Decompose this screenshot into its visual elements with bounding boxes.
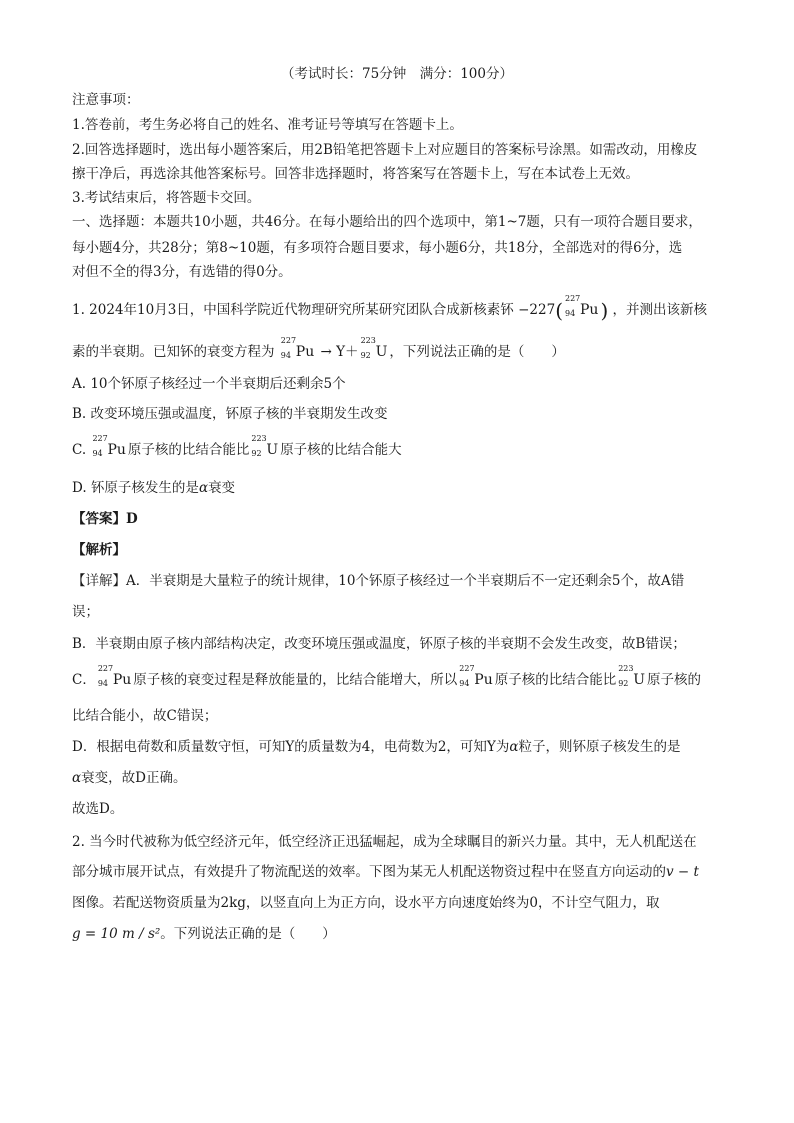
q1-pu227-label: −227 [518,302,556,318]
u-nuclide: 223 92 U [251,434,279,458]
q2-stem-line: 图像。若配送物资质量为2kg，以竖直向上为正方向，设水平方向速度始终为0，不计空气阻力，取 [72,895,660,911]
detail-text: D．根据电荷数和质量数守恒，可知Y的质量数为4，电荷数为2，可知Y为 [72,739,510,755]
detail-text: 粒子，则钚原子核发生的是 [518,739,681,755]
section-instruction: 一、选择题：本题共10小题，共46分。在每小题给出的四个选项中，第1~7题，只有一项符合题目要求， [72,214,702,230]
q2-text: 部分城市展开试点，有效提升了物流配送的效率。下图为某无人机配送物资过程中在竖直方向运动的 [72,864,666,880]
paren-open: ( [555,298,563,323]
detail-text: C． [72,672,96,688]
detail-line-c [72,664,702,690]
q1-option-a: A. 10个钚原子核经过一个半衰期后还剩余5个 [72,376,346,392]
q1-option-b: B. 改变环境压强或温度，钚原子核的半衰期发生改变 [72,406,388,422]
note-item: 擦干净后，再选涂其他答案标号。回答非选择题时，将答案写在答题卡上，写在本试卷上无效。 [72,166,639,182]
answer-label: 【答案】D [72,511,138,527]
q1-option-d [72,478,235,498]
alpha-symbol: α [72,770,82,786]
u-nuclide: 223 92 U [360,336,388,360]
g-formula: g = 10 m / s² [72,926,161,942]
note-item: 3.考试结束后，将答题卡交回。 [72,190,261,206]
alpha-symbol: α [198,480,209,496]
pu-nuclide: 227 94 Pu [459,664,493,688]
y-plus: Y＋ [336,344,359,360]
q1-stem-text-end: ，并测出该新核 [612,302,708,318]
detail-line: 比结合能小，故C错误； [72,708,218,724]
option-letter: C. [72,442,87,458]
pu-nuclide: 227 94 Pu [280,336,315,360]
q1-stem-text-end: ，下列说法正确的是（ ） [389,344,565,360]
paren-close: ) [600,298,609,323]
note-item: 1.答卷前，考生务必将自己的姓名、准考证号等填写在答题卡上。 [72,117,463,133]
option-text: D. 钚原子核发生的是 [72,480,199,496]
analysis-label: 【解析】 [72,542,126,558]
q2-stem-line [72,862,699,882]
vt-symbol: v − t [666,864,699,880]
pu-nuclide: 227 94 Pu [97,664,132,688]
detail-line: 【详解】A．半衰期是大量粒子的统计规律，10个钚原子核经过一个半衰期后不一定还剩余5个，故A错 [72,573,685,589]
q2-stem-line [72,924,336,944]
detail-line-d [72,737,680,757]
option-text: 原子核的比结合能比 [127,442,250,458]
section-instruction: 每小题4分，共28分；第8~10题，有多项符合题目要求，每小题6分，共18分，全部选对的得6分，选 [72,240,683,256]
detail-line [72,768,186,788]
q1-stem-line1 [72,294,708,323]
q1-stem-line2 [72,336,565,362]
q1-stem-text: 1. 2024年10月3日，中国科学院近代物理研究所某研究团队合成新核素钚 [72,302,514,318]
exam-info: （考试时长：75分钟 满分：100分） [281,66,513,82]
option-text: 原子核的比结合能大 [280,442,402,458]
q1-stem-text: 素的半衰期。已知钚的衰变方程为 [72,344,275,360]
detail-text: 原子核的 [647,672,702,688]
note-item: 2.回答选择题时，选出每小题答案后，用2B铅笔把答题卡上对应题目的答案标号涂黑。如需改动，用橡皮 [72,142,698,158]
detail-text: 原子核的衰变过程是释放能量的，比结合能增大，所以 [133,672,458,688]
pu-nuclide: 227 94 Pu [92,434,126,458]
detail-text: 原子核的比结合能比 [494,672,617,688]
alpha-symbol: α [509,739,519,755]
u-nuclide: 223 92 U [618,664,646,688]
q2-text: 。下列说法正确的是（ ） [160,926,336,942]
q1-option-c [72,434,402,460]
arrow-symbol: → [320,344,332,360]
detail-line: B．半衰期由原子核内部结构决定，改变环境压强或温度，钚原子核的半衰期不会发生改变，故B错误； [72,636,686,652]
q2-stem-line: 2. 当今时代被称为低空经济元年，低空经济正迅猛崛起，成为全球瞩目的新兴力量。其中，无人机配送在 [72,834,697,850]
conclusion: 故选D。 [72,801,124,817]
notes-title: 注意事项： [72,92,140,108]
detail-text: 衰变，故D正确。 [81,770,187,786]
section-instruction: 对但不全的得3分，有选错的得0分。 [72,264,292,280]
detail-line: 误； [72,604,99,620]
option-text: 衰变 [208,480,236,496]
pu-nuclide: 227 94 Pu [565,294,599,318]
